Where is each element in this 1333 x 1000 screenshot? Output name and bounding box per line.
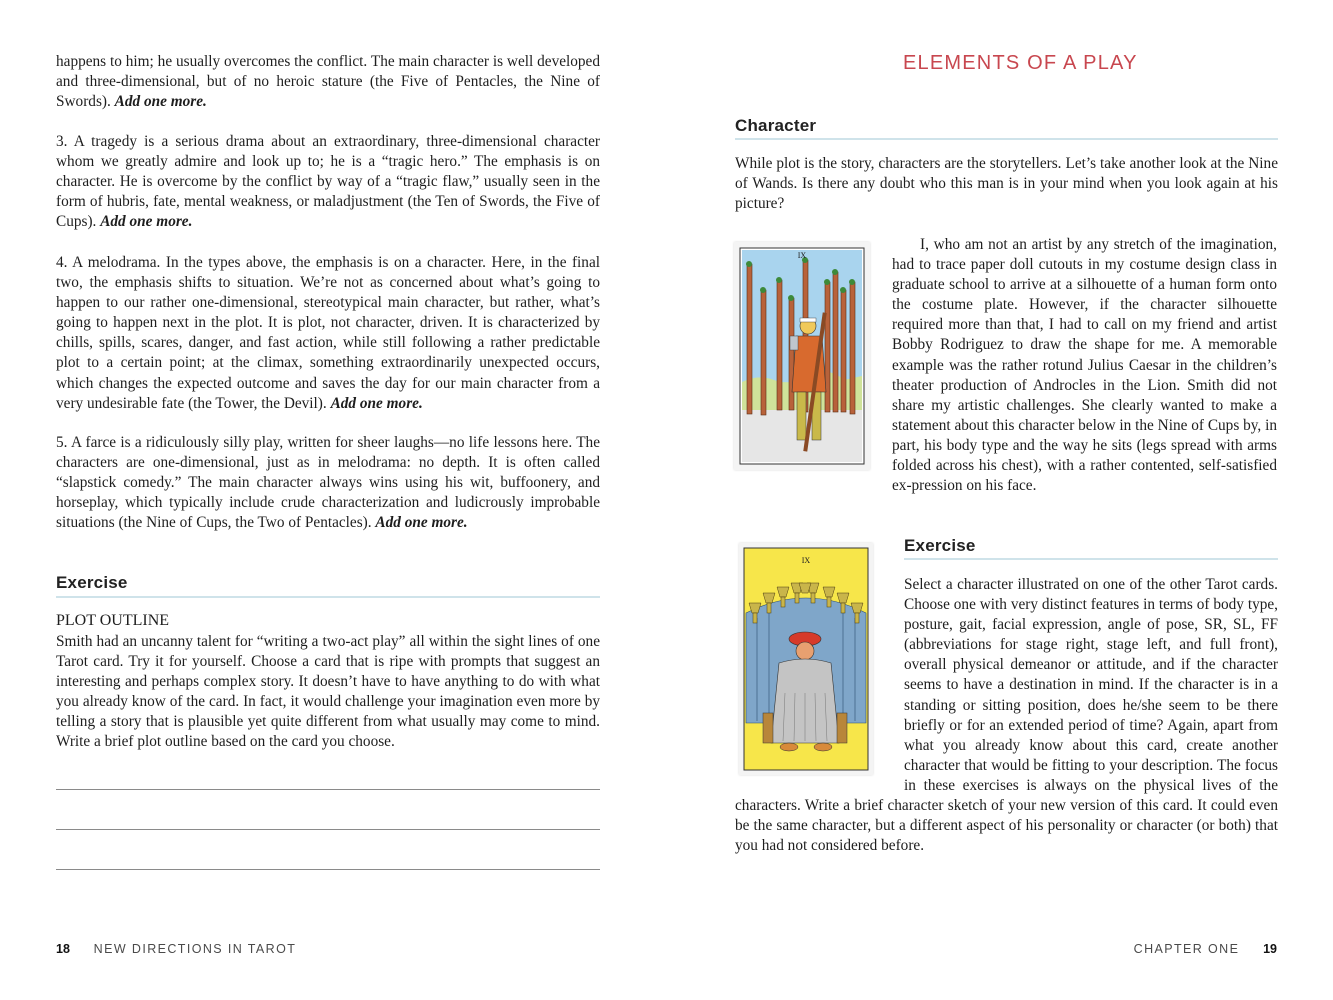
paragraph-text: 5. A farce is a ridiculously silly play, written for sheer laughs—no life lessons here. The characters are one-dimensional, just as in melodrama: no depth. It is often called “slapstick comedy.” The main character always wins using his wit, buffoonery, and horseplay, which typically include crude characterization and ludicrously improbable situations (the Nine of Cups, the Two of Pentacles). [56, 434, 600, 532]
exercise-text: Select a character illustrated on one of the other Tarot cards. Choose one with very distinct features in terms of body type, posture, gait, facial expression, angle of pose, SR, SL, FF (abbreviations for stage right, stage left, and full front), overall physical demeanor or attitude, and if the character seems to have a destination in mind. If the character is in a standing or sitting position, does he/she seem to be there briefly or for an extended period of time? Again, apart from what you already know about this card, create another character that would be fitting to your description. The focus in these exercises is always on the physical lives of the characters. Write a brief character sketch of your new version of this card. It could even be the same character, but a different aspect of his personality or character (or both) that you had not considered before. [735, 576, 1278, 855]
add-one-more-prompt: Add one more. [375, 514, 468, 532]
nine-of-wands-card [734, 242, 870, 470]
left-footer [56, 942, 296, 956]
list-item-farce [56, 433, 600, 533]
page-number: 18 [56, 942, 70, 956]
list-item-melodrama [56, 253, 600, 414]
right-footer [1134, 942, 1277, 956]
left-page [0, 0, 666, 1000]
paragraph-text: 3. A tragedy is a serious drama about an extraordinary, three-dimensional character whom we greatly admire and look up to; he is a “tragic hero.” The emphasis is on character. He is overcome by the conflict by way of a “tragic flaw,” usually seen in the form of hubris, fate, mental weakness, or maladjustment (the Ten of Swords, the Five of Cups). [56, 133, 600, 231]
exercise-subheading: PLOT OUTLINE [56, 612, 170, 629]
nine-of-wands-illustration [734, 242, 870, 470]
heading-rule [56, 596, 600, 598]
paragraph-text: 4. A melodrama. In the types above, the emphasis is on a character. Here, in the final two, the emphasis shifts to situation. We’re not as concerned about what’s going to happen to our rather one-dimensional, stereotypical main character, but rather, what’s going to happen next in the plot. It is plot, not character, driven. It is characterized by chills, spills, scares, danger, and fast action, while still following a rather predictable plot to a certain point; at the climax, something extraordinarily unexpected occurs, which changes the expected outcome and saves the day for our main character from a very undesirable fate (the Tower, the Devil). [56, 254, 600, 412]
answer-line[interactable] [56, 789, 600, 790]
exercise-instructions [735, 575, 1278, 856]
exercise-heading: Exercise [56, 573, 128, 592]
list-item-tragedy [56, 132, 600, 232]
anecdote-text: I, who am not an artist by any stretch of the imagination, had to trace paper doll cutouts in my costume design class in graduate school to arrive at a silhouette of a human form onto the costume plate. However, if the character silhouette required more than that, I had to call on my friend and artist Bobby Rodriguez to draw the shape for me. A memorable example was the rather rotund Julius Caesar in the children’s theater production of Androcles in the Lion. Smith did not share my artistic challenges. She clearly wanted to make a statement about this character below in the Nine of Cups by, in part, his body type and the way he sits (legs spread with arms folded across his chest), with a rather contented, self-satisfied ex-pression on his face. [892, 236, 1277, 495]
character-heading: Character [735, 116, 817, 135]
add-one-more-prompt: Add one more. [330, 394, 423, 412]
exercise-heading: Exercise [904, 536, 976, 555]
intro-paragraph: While plot is the story, characters are the storytellers. Let’s take another look at the Nine of Wands. Is there any doubt who this man is in your mind when you look again at his picture? [735, 155, 1278, 213]
heading-rule [904, 558, 1278, 560]
running-title: NEW DIRECTIONS IN TAROT [93, 942, 297, 956]
answer-line[interactable] [56, 829, 600, 830]
heading-rule [735, 138, 1278, 140]
card-float-spacer [735, 575, 904, 795]
anecdote-paragraph [892, 235, 1277, 496]
add-one-more-prompt: Add one more. [114, 93, 207, 111]
exercise-instructions: Smith had an uncanny talent for “writing a two-act play” all within the sight lines of one Tarot card. Try it for yourself. Choose a card that is ripe with prompts that suggest an interesting and perhaps complex story. It doesn’t have to have anything to do with what you already know of the card. In fact, it would challenge your imagination even more by telling a story that is plausible yet quite different from what usually may come to mind. Write a brief plot outline based on the card you choose. [56, 633, 600, 751]
card-numeral: IX [797, 251, 807, 260]
continuation-paragraph [56, 52, 600, 112]
card-numeral: IX [801, 556, 811, 565]
page-number: 19 [1263, 942, 1277, 956]
chapter-title: ELEMENTS OF A PLAY [903, 52, 1138, 74]
answer-line[interactable] [56, 869, 600, 870]
running-title: CHAPTER ONE [1133, 942, 1240, 956]
add-one-more-prompt: Add one more. [100, 213, 193, 231]
paragraph-text: happens to him; he usually overcomes the conflict. The main character is well developed and three-dimensional, but of no heroic stature (the Five of Pentacles, the Nine of Swords). [56, 53, 600, 111]
